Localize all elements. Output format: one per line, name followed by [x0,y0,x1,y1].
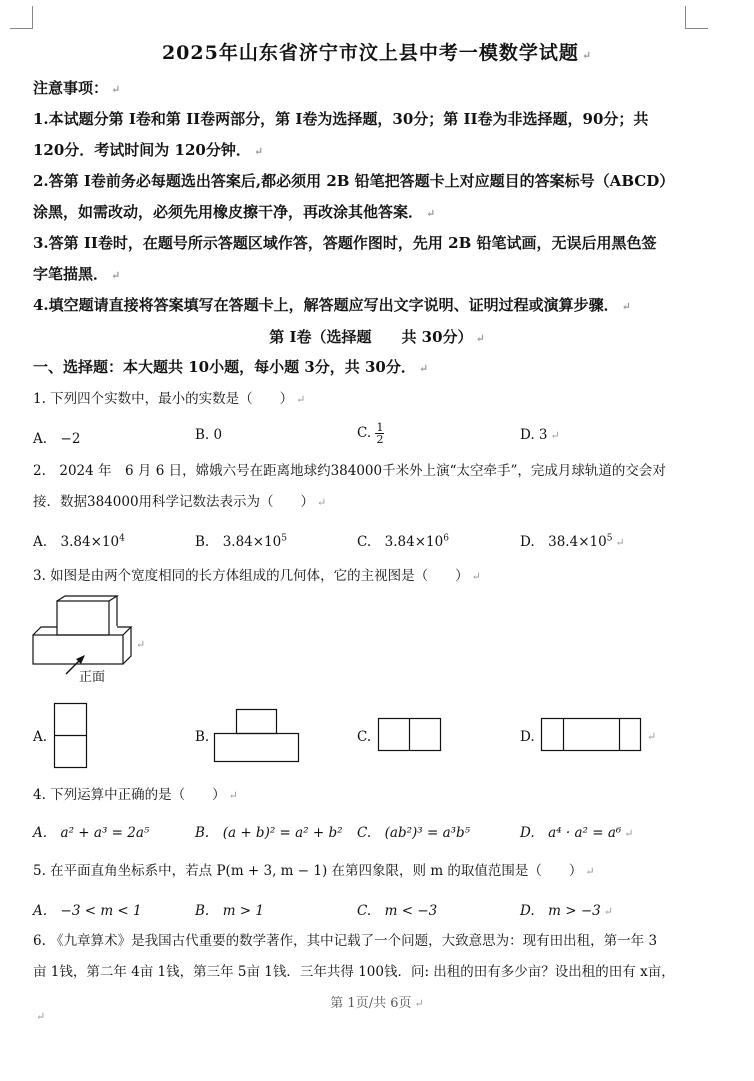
question-5-option-b: B. m > 1 [195,903,264,919]
question-1-option-a: A. −2 [33,431,81,447]
top-block-top [57,596,117,601]
question-3-option-d-figure [541,718,642,752]
question-6-line-1: 6. 《九章算术》是我国古代重要的数学著作，其中记载了一个问题，大致意思为：现有田出租，第一年 3 [33,933,658,949]
notice-item-3-line-2: 字笔描黑． ↵ [33,265,121,283]
page-footer: 第 1页/共 6页 ↵ [330,996,424,1011]
top-block-front [57,601,109,635]
corner-mark-top-right [685,6,708,29]
question-5-stem: 5. 在平面直角坐标系中，若点 P(m + 3, m − 1) 在第四象限，则 m 的取值范围是（ ） ↵ [33,863,595,879]
question-5-option-c: C. m < −3 [357,903,438,919]
question-1-stem: 1. 下列四个实数中，最小的实数是（ ） ↵ [33,391,306,407]
question-1-option-d: D. 3 ↵ [520,427,560,443]
bottom-block-left-top [33,627,57,635]
paragraph-mark: ↵ [136,638,146,651]
question-4-stem: 4. 下列运算中正确的是（ ） ↵ [33,787,238,803]
question-3-option-c-label: C. [357,729,372,745]
question-3-option-a-figure [54,703,88,769]
question-5-option-d: D. m > −3 ↵ [520,903,613,919]
notice-heading: 注意事项： ↵ [33,79,121,97]
question-2-line-1: 2. 2024 年 6 月 6 日，嫦娥六号在距离地球约384000千米外上演“太空牵手”，完成月球轨道的交会对 [33,463,666,479]
notice-item-1-line-1: 1.本试题分第 I卷和第 II卷两部分，第 I卷为选择题，30分；第 II卷为非选择题，90分；共 [33,110,649,128]
bottom-block-right-top [117,627,131,635]
question-2-option-b: B. $3.84\times 10^5$ [195,533,287,550]
question-2-option-d: D. $38.4\times 10^5$ ↵ [520,533,625,550]
front-view-label: 正面 [79,670,106,685]
question-1-option-b: B. 0 [195,427,223,443]
fraction-one-half: $\frac{1}{2}$ [376,421,384,446]
notice-item-2-line-2: 涂黑，如需改动，必须先用橡皮擦干净，再改涂其他答案． ↵ [33,203,436,221]
corner-mark-top-left [10,6,33,29]
question-2-line-2: 接．数据384000用科学记数法表示为（ ） ↵ [33,494,327,510]
question-4-option-a: A. a² + a³ = 2a⁵ [33,825,150,841]
question-3-option-c-figure [378,718,442,752]
paragraph-mark: ↵ [36,1010,46,1023]
question-6-line-2: 亩 1钱，第二年 4亩 1钱，第三年 5亩 1钱．三年共得 100钱．问: 出租的田有多少亩？设出租的田有 x亩， [33,964,675,980]
question-3-option-b-figure [214,709,300,763]
question-3-stem: 3. 如图是由两个宽度相同的长方体组成的几何体，它的主视图是（ ） ↵ [33,568,481,584]
question-4-option-d: D. a⁴ · a² = a⁶ ↵ [520,825,634,841]
section-heading: 一、选择题：本大题共 10小题，每小题 3分，共 30分． ↵ [33,358,429,376]
notice-item-1-line-2: 120分．考试时间为 120分钟． ↵ [33,141,264,159]
question-1-option-c: C. $\frac{1}{2}$ [357,421,384,446]
notice-item-3-line-1: 3.答第 II卷时，在题号所示答题区域作答，答题作图时，先用 2B 铅笔试画，无误后用黑色签 [33,234,657,252]
question-5-option-a: A. −3 < m < 1 [33,903,142,919]
paragraph-mark: ↵ [647,730,657,743]
question-2-option-a: A. $3.84\times 10^4$ [33,533,125,550]
notice-item-2-line-1: 2.答第 I卷前务必每题选出答案后,都必须用 2B 铅笔把答题卡上对应题目的答案标号（ABCD） [33,172,675,190]
question-3-option-d-label: D. [520,729,535,745]
page-title: 2025年山东省济宁市汶上县中考一模数学试题 ↵ [161,42,593,64]
bottom-block-side [123,627,131,664]
notice-item-4: 4.填空题请直接将答案填写在答题卡上，解答题应写出文字说明、证明过程或演算步骤． ↵ [33,296,631,314]
question-2-option-c: C. $3.84\times 10^6$ [357,533,449,550]
question-3-option-b-label: B. [195,729,210,745]
question-4-option-c: C. (ab²)³ = a³b⁵ [357,825,471,841]
volume-heading: 第 I卷（选择题 共 30分） ↵ [269,328,485,346]
question-3-option-a-label: A. [33,729,48,745]
question-4-option-b: B. (a + b)² = a² + b² [195,825,343,841]
